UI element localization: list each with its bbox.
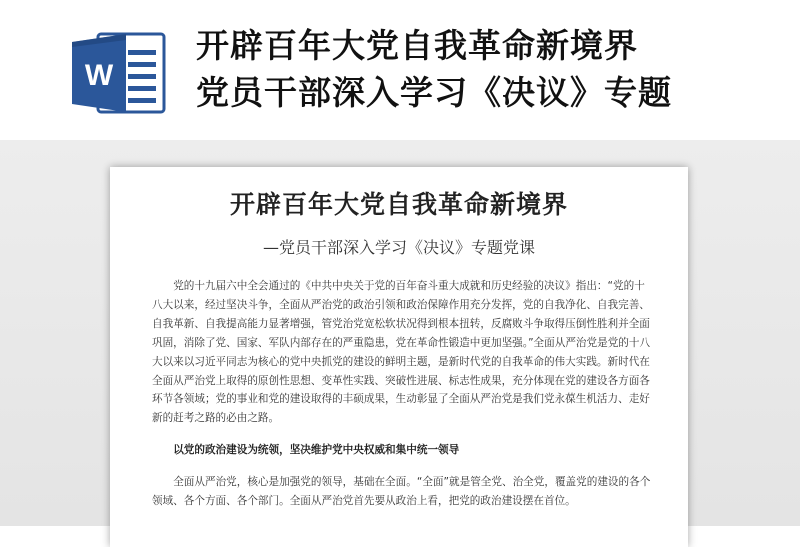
preview-title xyxy=(196,22,786,116)
preview-title-line2: 党员干部深入学习《决议》专题 xyxy=(196,73,672,112)
section-heading: 以党的政治建设为统领，坚决维护党中央权威和集中统一领导 xyxy=(173,444,460,456)
body-paragraph: 全面从严治党，核心是加强党的领导，基础在全面。“全面”就是管全党、治全党，覆盖党的建设的各个领域、各个方面、各个部门。全面从严治党首先要从政治上看，把党的政治建设摆在首位。 xyxy=(152,476,651,507)
preview-header xyxy=(0,0,800,140)
word-document-icon xyxy=(68,30,168,116)
document-title: 开辟百年大党自我革命新境界 xyxy=(229,190,568,219)
document-page xyxy=(110,167,688,547)
preview-title-line1: 开辟百年大党自我革命新境界 xyxy=(196,26,638,65)
word-icon-letter: W xyxy=(84,59,114,92)
document-subtitle: —党员干部深入学习《决议》专题党课 xyxy=(262,238,535,257)
body-paragraph: 党的十九届六中全会通过的《中共中央关于党的百年奋斗重大成就和历史经验的决议》指出：“党的十八大以来，经过坚决斗争，全面从严治党的政治引领和政治保障作用充分发挥，党的自我净化、自我完善、自我革新、自我提高能力显著增强，管党治党宽松软状况得到根本扭转，反腐败斗争取得压倒性胜利并全面巩固，消除了党、国家、军队内部存在的严重隐患，党在革命性锻造中更加坚强。”全面从严治党是党的十八大以来以习近平同志为核心的党中央抓党的建设的鲜明主题，是新时代党的自我革命的伟大实践。新时代在全面从严治党上取得的原创性思想、变革性实践、突破性进展、标志性成果，充分体现在党的建设各方面各环节各领域；党的事业和党的建设取得的丰硕成果，生动彰显了全面从严治党是我们党永葆生机活力、走好新的赶考之路的必由之路。 xyxy=(152,280,651,425)
